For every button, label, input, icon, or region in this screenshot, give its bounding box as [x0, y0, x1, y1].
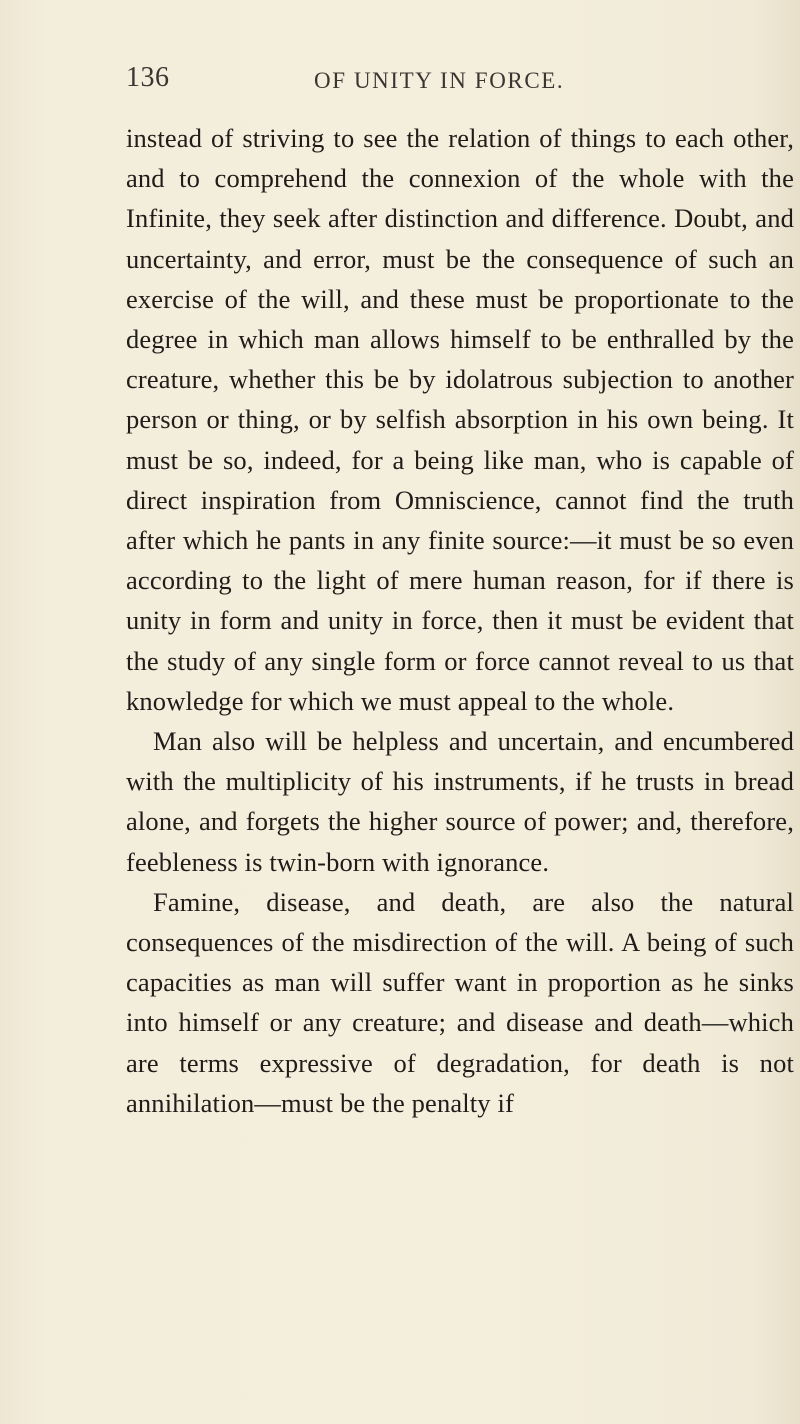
running-head	[126, 62, 788, 102]
page-number: 136	[126, 62, 170, 93]
running-title: OF UNITY IN FORCE.	[314, 68, 565, 93]
paragraph-continued: instead of striving to see the relation of things to each other, and to comprehend the connexion of the whole with the Infinite, they seek after distinction and difference. Doubt, and uncertainty, and error, must be the consequence of such an exercise of the will, and these must be proportionate to the degree in which man allows himself to be enthralled by the creature, whether this be by idolatrous subjection to another person or thing, or by selfish absorption in his own being. It must be so, indeed, for a being like man, who is capable of direct inspiration from Omniscience, cannot find the truth after which he pants in any finite source:—it must be so even according to the light of mere human reason, for if there is unity in form and unity in force, then it must be evident that the study of any single form or force cannot reveal to us that knowledge for which we must appeal to the whole.	[126, 123, 794, 716]
paragraph: Man also will be helpless and uncertain, and encumbered with the multiplicity of his instruments, if he trusts in bread alone, and forgets the higher source of power; and, therefore, feebleness is twin-born with ignorance.	[126, 726, 794, 877]
paragraph: Famine, disease, and death, are also the natural consequences of the misdirection of the will. A being of such capacities as man will suffer want in proportion as he sinks into himself or any creature; and disease and death—which are terms expressive of degradation, for death is not annihilation—must be the penalty if	[126, 886, 794, 1118]
body-text	[126, 118, 794, 1123]
